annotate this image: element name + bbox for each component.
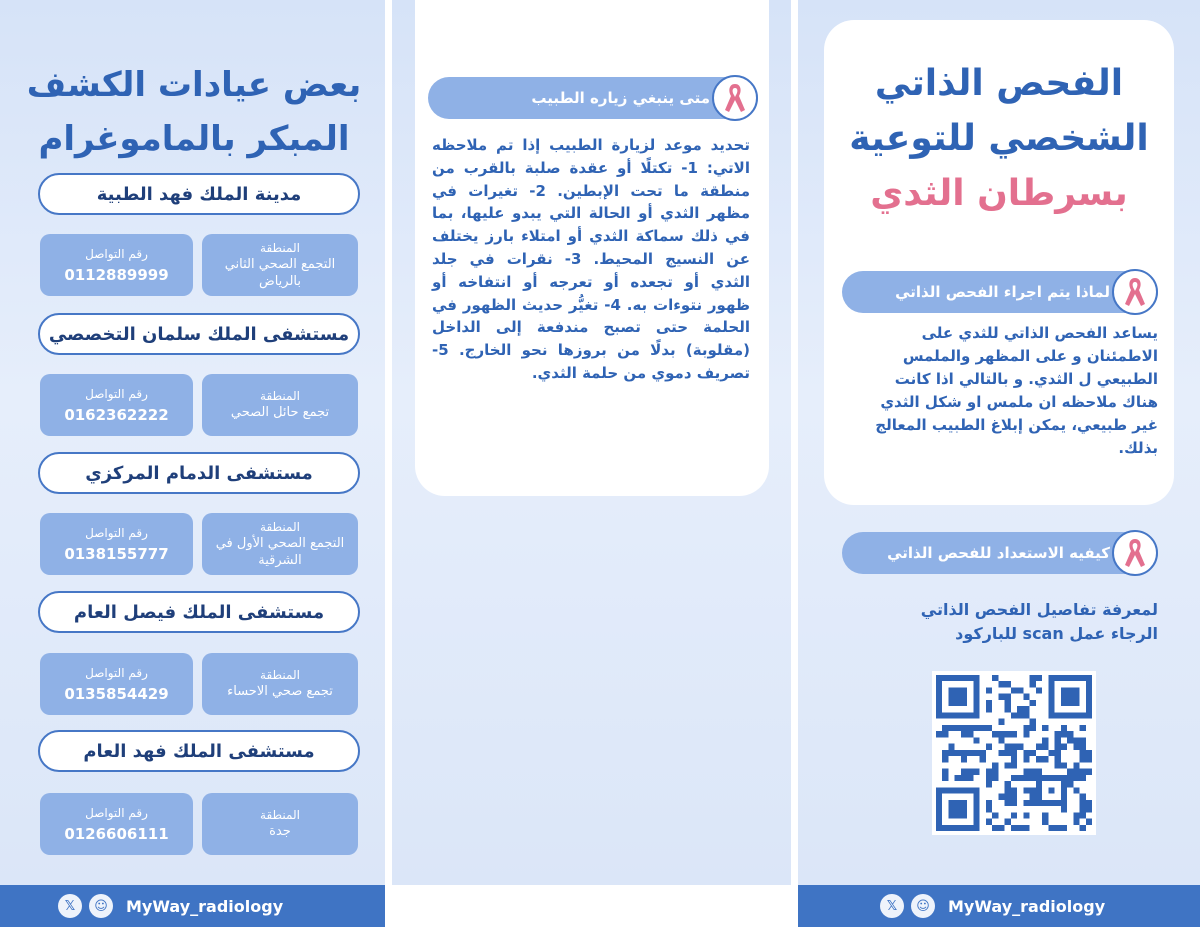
hospital-name: مدينة الملك فهد الطبية xyxy=(96,183,302,205)
social-handle[interactable]: MyWay_radiology xyxy=(948,896,1106,916)
snapchat-icon[interactable]: ☺ xyxy=(89,894,113,918)
footer-right xyxy=(798,885,1200,927)
doctor-visit-text: تحديد موعد لزيارة الطبيب إذا تم ملاحظه الاتي: 1- تكتلًا أو عقدة صلبة بالقرب من منطقة ما تحت الإبطين. 2- تغيرات في مظهر الثدي أو الحالة التي يبدو عليها، بما في ذلك سماكة الثدي أو امتلاء بارز يختلف عن النسيج المحيط. 3- نقرات في جلد الثدي أو تجعده أو تعرجه أو انتفاخه أو ظهور نتوءات به. 4- تغيُّر حديث الظهور في الحلمة حتى تصبح مندفعة إلى الداخل (مقلوبة) بدلًا من بروزها نحو الخارج. 5- تصريف دموي من حلمة الثدي. xyxy=(432,136,751,382)
why-self-exam-header xyxy=(842,271,1158,313)
phone-box xyxy=(40,234,193,296)
region-box xyxy=(202,374,358,436)
region-label: المنطقة xyxy=(260,519,300,534)
region-box xyxy=(202,793,358,855)
region-value: تجمع صحي الاحساء xyxy=(227,684,333,699)
phone-label: رقم التواصل xyxy=(85,665,148,680)
footer-left xyxy=(0,885,385,927)
clinics-title-line1: بعض عيادات الكشف xyxy=(26,65,362,105)
phone-number: 0126606111 xyxy=(64,824,169,843)
hospital-name: مستشفى الملك فيصل العام xyxy=(73,601,325,623)
region-label: المنطقة xyxy=(260,668,300,682)
pink-ribbon-icon xyxy=(1112,269,1158,315)
main-title-line2: الشخصي للتوعية xyxy=(849,118,1149,159)
phone-box xyxy=(40,374,193,436)
hospital-name-pill xyxy=(38,173,360,215)
hospital-name: مستشفى الملك سلمان التخصصي xyxy=(48,323,350,345)
hospital-name: مستشفى الدمام المركزي xyxy=(85,462,313,484)
section-title: متى ينبغي زياره الطبيب xyxy=(531,89,710,107)
hospital-name-pill xyxy=(38,730,360,772)
main-title-line1: الفحص الذاتي xyxy=(874,63,1124,104)
phone-label: رقم التواصل xyxy=(85,525,148,540)
qr-code[interactable] xyxy=(932,671,1096,835)
hospital-name: مستشفى الملك فهد العام xyxy=(83,740,315,762)
scan-line-1: لمعرفة تفاصيل الفحص الذاتي xyxy=(920,600,1158,619)
phone-number: 0138155777 xyxy=(64,544,169,563)
phone-number: 0162362222 xyxy=(64,405,169,424)
region-box xyxy=(202,653,358,715)
x-icon[interactable]: 𝕏 xyxy=(58,894,82,918)
pink-ribbon-icon xyxy=(1112,530,1158,576)
section-title: كيفيه الاستعداد للفحص الذاتي xyxy=(887,544,1110,562)
hospital-name-pill xyxy=(38,591,360,633)
doctor-visit-section-header xyxy=(428,77,758,119)
how-to-prepare-header xyxy=(842,532,1158,574)
section-title: لماذا يتم اجراء الفحص الذاتي xyxy=(895,283,1110,301)
phone-box xyxy=(40,653,193,715)
clinics-title-line2: المبكر بالماموغرام xyxy=(38,119,350,159)
social-handle[interactable]: MyWay_radiology xyxy=(126,896,284,916)
phone-label: رقم التواصل xyxy=(85,386,148,401)
phone-box xyxy=(40,793,193,855)
region-label: المنطقة xyxy=(260,389,300,403)
phone-label: رقم التواصل xyxy=(85,246,148,261)
why-self-exam-text: يساعد الفحص الذاتي للثدي على الاطمئنان و على المظهر والملمس الطبيعي ل الثدي. و بالتالي اذا كانت هناك ملاحظه ان ملمس او شكل الثدي غير طبيعي، يمكن إبلاغ الطبيب المعالج بذلك. xyxy=(875,324,1158,457)
main-title-line3: بسرطان الثدي xyxy=(870,173,1128,214)
snapchat-icon[interactable]: ☺ xyxy=(911,894,935,918)
main-title xyxy=(836,56,1162,221)
pink-ribbon-icon xyxy=(712,75,758,121)
phone-label: رقم التواصل xyxy=(85,805,148,820)
region-value: جدة xyxy=(269,824,291,839)
hospital-name-pill xyxy=(38,452,360,494)
region-value: تجمع حائل الصحي xyxy=(230,405,330,420)
region-box xyxy=(202,513,358,575)
clinics-title xyxy=(18,58,370,166)
phone-box xyxy=(40,513,193,575)
phone-number: 0112889999 xyxy=(64,265,169,284)
region-label: المنطقة xyxy=(260,240,300,255)
x-icon[interactable]: 𝕏 xyxy=(880,894,904,918)
scan-instructions xyxy=(864,598,1158,646)
hospital-name-pill xyxy=(38,313,360,355)
region-label: المنطقة xyxy=(260,808,300,822)
scan-line-2: الرجاء عمل scan للباركود xyxy=(955,624,1158,643)
region-value: التجمع الصحي الثاني بالرياض xyxy=(224,256,336,289)
region-value: التجمع الصحي الأول في الشرقية xyxy=(215,535,345,568)
phone-number: 0135854429 xyxy=(64,684,169,703)
region-box xyxy=(202,234,358,296)
